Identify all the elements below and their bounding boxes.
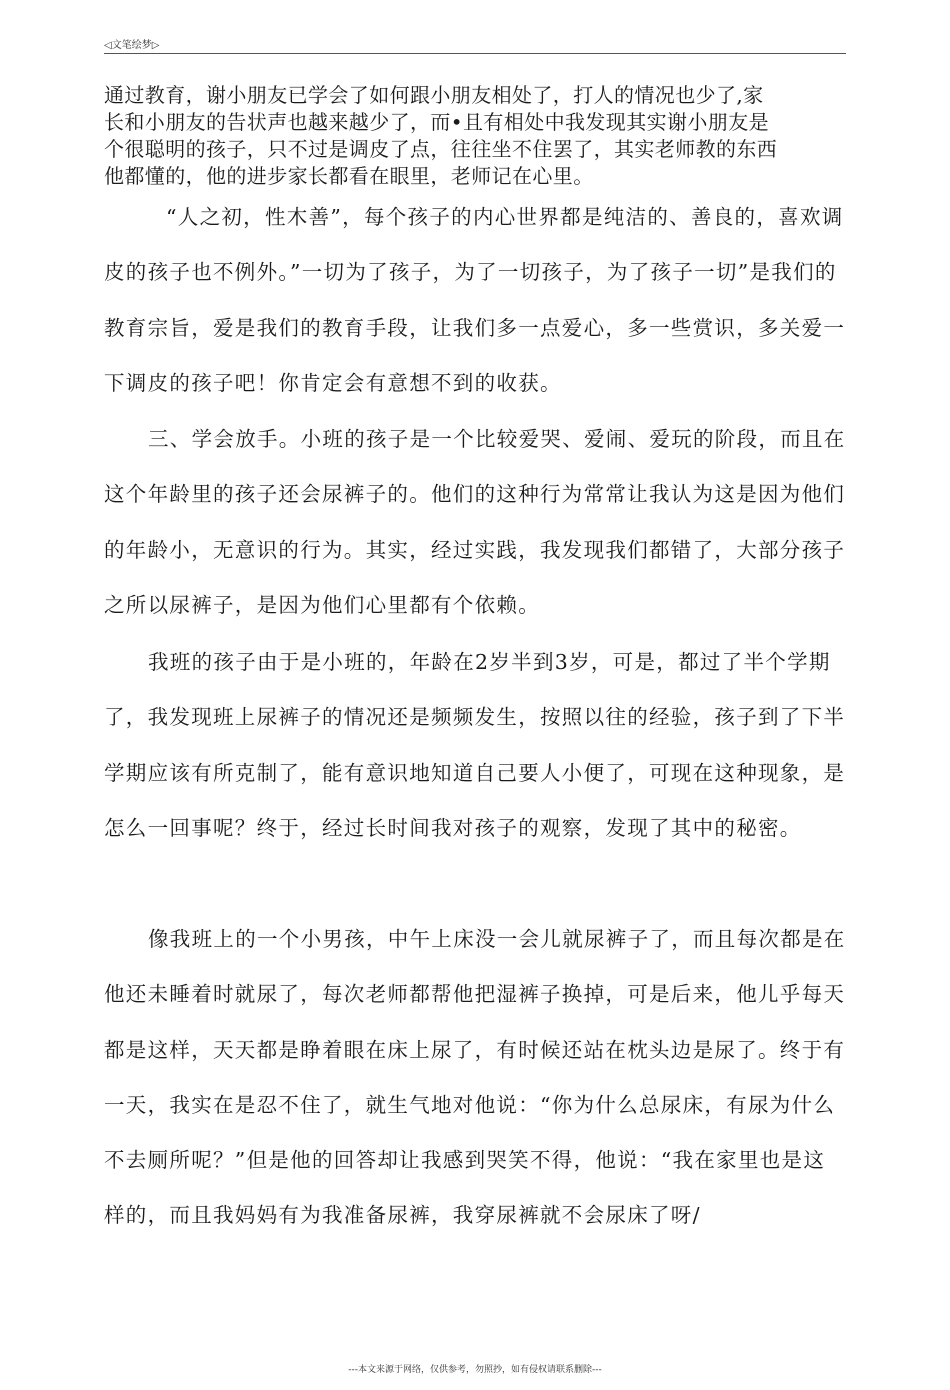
page-header: ◁文笔绘梦▷ — [104, 40, 160, 51]
intro-block — [104, 82, 846, 190]
header-divider — [104, 53, 846, 54]
page-footer: ---本文来源于网络，仅供参考，勿照抄，如有侵权请联系删除--- — [348, 1365, 602, 1375]
paragraph-let-go: 三、学会放手。小班的孩子是一个比较爱哭、爱闹、爱玩的阶段，而且在这个年龄里的孩子还会尿裤子的。他们的这种行为常常让我认为这是因为他们的年龄小，无意识的行为。其实，经过实践，我发现我们都错了，大部分孩子之所以尿裤子，是因为他们心里都有个依赖。 — [104, 427, 846, 617]
intro-line: 长和小朋友的告状声也越来越少了，而•且有相处中我发现其实谢小朋友是 — [104, 110, 769, 134]
intro-line: 他都懂的，他的进步家长都看在眼里，老师记在心里。 — [104, 164, 594, 188]
intro-line: 个很聪明的孩子，只不过是调皮了点，往往坐不住罢了，其实老师教的东西 — [104, 137, 778, 161]
intro-line: 通过教育，谢小朋友已学会了如何跟小朋友相处了，打人的情况也少了,家 — [104, 83, 764, 107]
paragraph-observation: 我班的孩子由于是小班的，年龄在2岁半到3岁，可是，都过了半个学期了，我发现班上尿裤子的情况还是频频发生，按照以往的经验，孩子到了下半学期应该有所克制了，能有意识地知道自己要人小便了，可现在这种现象，是怎么一回事呢？终于，经过长时间我对孩子的观察，发现了其中的秘密。 — [104, 650, 846, 840]
paragraph-example: 像我班上的一个小男孩，中午上床没一会儿就尿裤子了，而且每次都是在他还未睡着时就尿了，每次老师都帮他把湿裤子换掉，可是后来，他儿乎每天都是这样，天天都是睁着眼在床上尿了，有时候还站在枕头边是尿了。终于有一天，我实在是忍不住了，就生气地对他说：“你为什么总尿床，有尿为什么不去厕所呢？”但是他的回答却让我感到哭笑不得，他说：“我在家里也是这样的，而且我妈妈有为我准备尿裤，我穿尿裤就不会尿床了呀/ — [104, 927, 846, 1228]
paragraph-kindness: “人之初，性木善”，每个孩子的内心世界都是纯洁的、善良的，喜欢调皮的孩子也不例外。”一切为了孩子，为了一切孩子，为了孩子一切”是我们的教育宗旨，爱是我们的教育手段，让我们多一点爱心，多一些赏识，多关爱一下调皮的孩子吧！你肯定会有意想不到的收获。 — [104, 205, 846, 395]
